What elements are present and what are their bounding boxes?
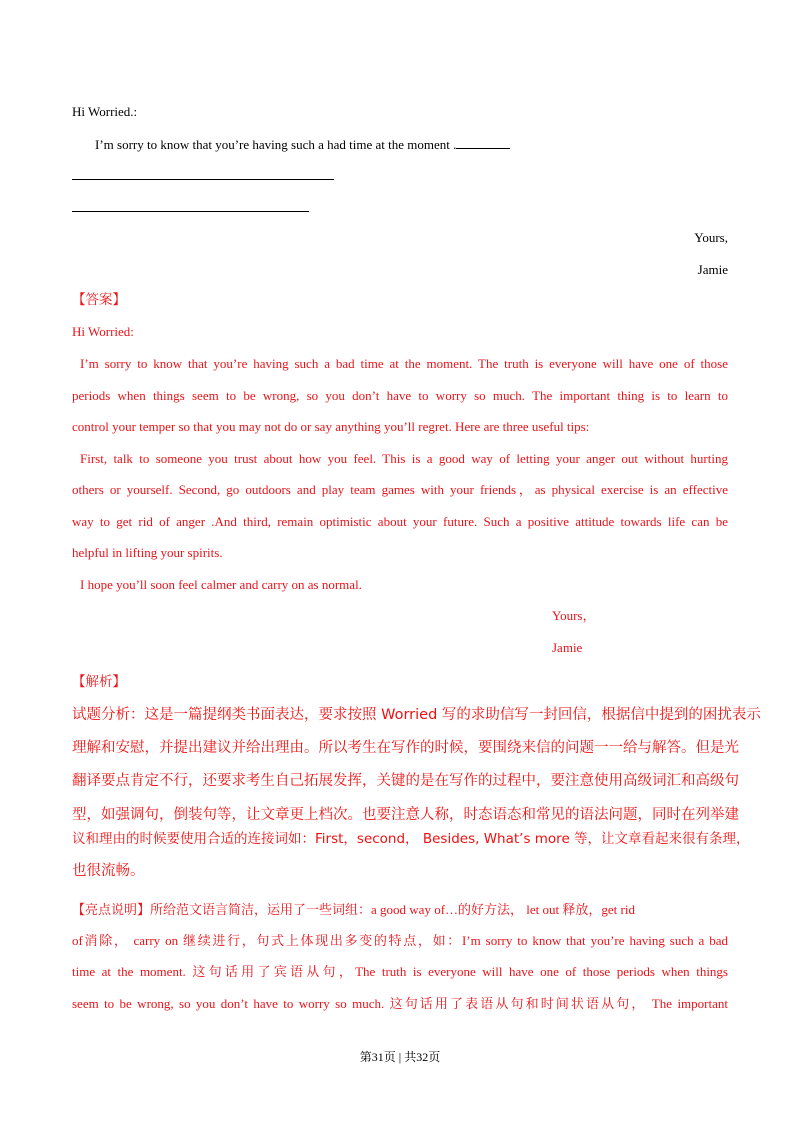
- answer-greeting: Hi Worried:: [72, 324, 134, 339]
- answer-signature: Jamie: [552, 640, 583, 655]
- answer-paragraph-line: periods when things seem to be wrong, so you don’t have to worry so much. The important thing is to learn to: [72, 388, 728, 403]
- highlights-line: 所给范文语言简洁，运用了一些词组：a good way of…的好方法， let out 释放，get rid: [150, 902, 635, 917]
- highlights-paragraph-first: [72, 902, 728, 918]
- answer-paragraph-line: others or yourself. Second, go outdoors and play team games with your friends，as physical exercise is an effective: [72, 482, 728, 497]
- answer-paragraph-line: I’m sorry to know that you’re having such a bad time at the moment. The truth is everyone will have one of those: [80, 356, 728, 371]
- letter-signature: Jamie: [697, 262, 728, 277]
- analysis-line: 试题分析：这是一篇提纲类书面表达，要求按照 Worried 写的求助信写一封回信，根据信中提到的困扰表示: [72, 707, 761, 723]
- analysis-line: 翻译要点肯定不行，还要求考生自己拓展发挥，关键的是在写作的过程中，要注意使用高级词汇和高级句: [72, 773, 739, 789]
- page-number: 第31页 | 共32页: [359, 1050, 441, 1064]
- answer-paragraph-line: way to get rid of anger .And third, remain optimistic about your future. Such a positive attitude towards life can be: [72, 514, 728, 529]
- answer-paragraph-line: control your temper so that you may not do or say anything you’ll regret. Here are three useful tips:: [72, 419, 590, 434]
- analysis-line: 也很流畅。: [72, 863, 145, 879]
- answer-paragraph-line: helpful in lifting your spirits.: [72, 545, 223, 560]
- answer-line: [72, 179, 334, 180]
- letter-closing: Yours,: [694, 230, 728, 245]
- answer-paragraph-line: First, talk to someone you trust about how you feel. This is a good way of letting your anger out without hurting: [80, 451, 728, 466]
- analysis-line: 理解和安慰，并提出建议并给出理由。所以考生在写作的时候，要围绕来信的问题一一给与解答。但是光: [72, 740, 739, 756]
- highlights-line: seem to be wrong, so you don’t have to worry so much. 这句话用了表语从句和时间状语从句， The important: [72, 996, 728, 1011]
- analysis-line: 型，如强调句，倒装句等，让文章更上档次。也要注意人称，时态语态和常见的语法问题，同时在列举建: [72, 807, 739, 823]
- analysis-line: 议和理由的时候要使用合适的连接词如：First，second， Besides, What’s more 等，让文章看起来很有条理，: [72, 831, 750, 847]
- answer-line: [72, 211, 309, 212]
- analysis-label: 【解析】: [72, 674, 126, 689]
- answer-label: 【答案】: [72, 292, 126, 307]
- answer-paragraph-line: I hope you’ll soon feel calmer and carry on as normal.: [80, 577, 362, 592]
- letter-first-line: [95, 136, 735, 153]
- highlights-line: time at the moment. 这句话用了宾语从句，The truth is everyone will have one of those periods when things: [72, 964, 728, 979]
- letter-first-line-text: I’m sorry to know that you’re having such a had time at the moment .: [95, 137, 457, 152]
- answer-closing: Yours，: [552, 608, 596, 623]
- answer-blank: [456, 136, 510, 149]
- highlights-line: of消除， carry on 继续进行，句式上体现出多变的特点，如：I’m sorry to know that you’re having such a bad: [72, 933, 728, 948]
- highlights-label: 【亮点说明】: [72, 902, 151, 917]
- letter-greeting: Hi Worried.:: [72, 104, 138, 119]
